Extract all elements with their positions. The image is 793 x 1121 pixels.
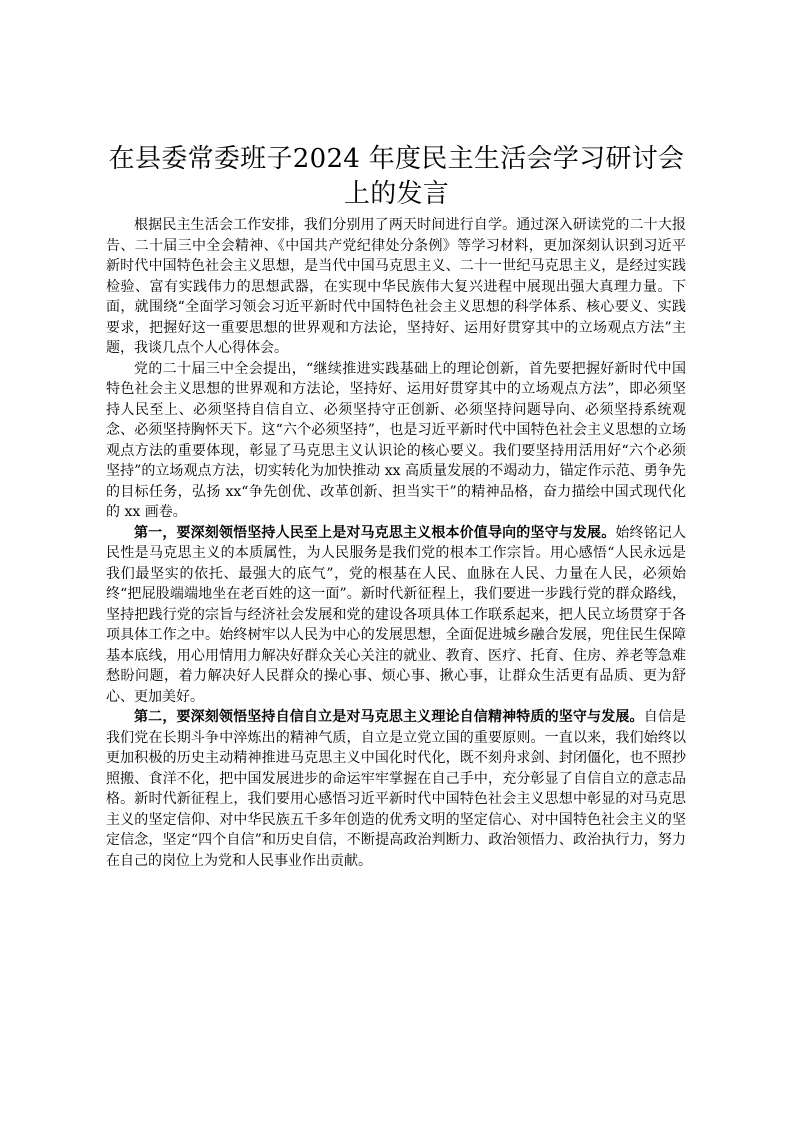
paragraph-six-musts — [106, 359, 686, 523]
paragraph-text: 党的二十届三中全会提出，“继续推进实践基础上的理论创新，首先要把握好新时代中国特色社会主义思想的世界观和方法论，坚持好、运用好贯穿其中的立场观点方法”，即必须坚持人民至上、必须坚持自信自立、必须坚持守正创新、必须坚持问题导向、必须坚持系统观念、必须坚持胸怀天下。这“六个必须坚持”，也是习近平新时代中国特色社会主义思想的立场观点方法的重要体现，彰显了马克思主义认识论的核心要义。我们要坚持用活用好“六个必须坚持”的立场观点方法，切实转化为加快推动 xx 高质量发展的不竭动力，锚定作示范、勇争先的目标任务，弘扬 xx“争先创优、改革创新、担当实干”的精神品格，奋力描绘中国式现代化的 xx 画卷。 — [106, 360, 686, 520]
paragraph-text: 自信是我们党在长期斗争中淬炼出的精神气质，自立是立党立国的重要原则。一直以来，我们始终以更加积极的历史主动精神推进马克思主义中国化时代化，既不刻舟求剑、封闭僵化，也不照抄照搬、食洋不化，把中国发展进步的命运牢牢掌握在自己手中，充分彰显了自信自立的意志品格。新时代新征程上，我们要用心感悟习近平新时代中国特色社会主义思想中彰显的对马克思主义的坚定信仰、对中华民族五千多年创造的优秀文明的坚定信心、对中国特色社会主义的坚定信念，坚定“四个自信”和历史自信，不断提高政治判断力、政治领悟力、政治执行力，努力在自己的岗位上为党和人民事业作出贡献。 — [106, 709, 687, 869]
document-title: 在县委常委班子2024 年度民主生活会学习研讨会上的发言 — [108, 144, 685, 209]
paragraph-people-first — [106, 523, 686, 708]
paragraph-text: 根据民主生活会工作安排，我们分别用了两天时间进行自学。通过深入研读党的二十大报告、二十届三中全会精神、《中国共产党纪律处分条例》等学习材料，更加深刻认识到习近平新时代中国特色社会主义思想，是当代中国马克思主义、二十一世纪马克思主义，是经过实践检验、富有实践伟力的思想武器，在实现中华民族伟大复兴进程中展现出强大真理力量。下面，就围绕“全面学习领会习近平新时代中国特色社会主义思想的科学体系、核心要义、实践要求，把握好这一重要思想的世界观和方法论，坚持好、运用好贯穿其中的立场观点方法”主题，我谈几点个人心得体会。 — [106, 217, 686, 356]
document-body — [106, 215, 686, 871]
paragraph-self-confidence — [106, 707, 686, 871]
paragraph-lead-heading: 第二，要深刻领悟坚持自信自立是对马克思主义理论自信精神特质的坚守与发展。 — [134, 709, 644, 725]
paragraph-text: 始终铭记人民性是马克思主义的本质属性，为人民服务是我们党的根本工作宗旨。用心感悟“人民永远是我们最坚实的依托、最强大的底气”，党的根基在人民、血脉在人民、力量在人民，必须始终“把屁股端端地坐在老百姓的这一面”。新时代新征程上，我们要进一步践行党的群众路线，坚持把践行党的宗旨与经济社会发展和党的建设各项具体工作联系起来，把人民立场贯穿于各项具体工作之中。始终树牢以人民为中心的发展思想，全面促进城乡融合发展，兜住民生保障基本底线，用心用情用力解决好群众关心关注的就业、教育、医疗、托育、住房、养老等急难愁盼问题，着力解决好人民群众的操心事、烦心事、揪心事，让群众生活更有品质、更为舒心、更加美好。 — [106, 524, 687, 705]
paragraph-lead-heading: 第一，要深刻领悟坚持人民至上是对马克思主义根本价值导向的坚守与发展。 — [134, 524, 616, 541]
paragraph-intro — [106, 215, 686, 359]
